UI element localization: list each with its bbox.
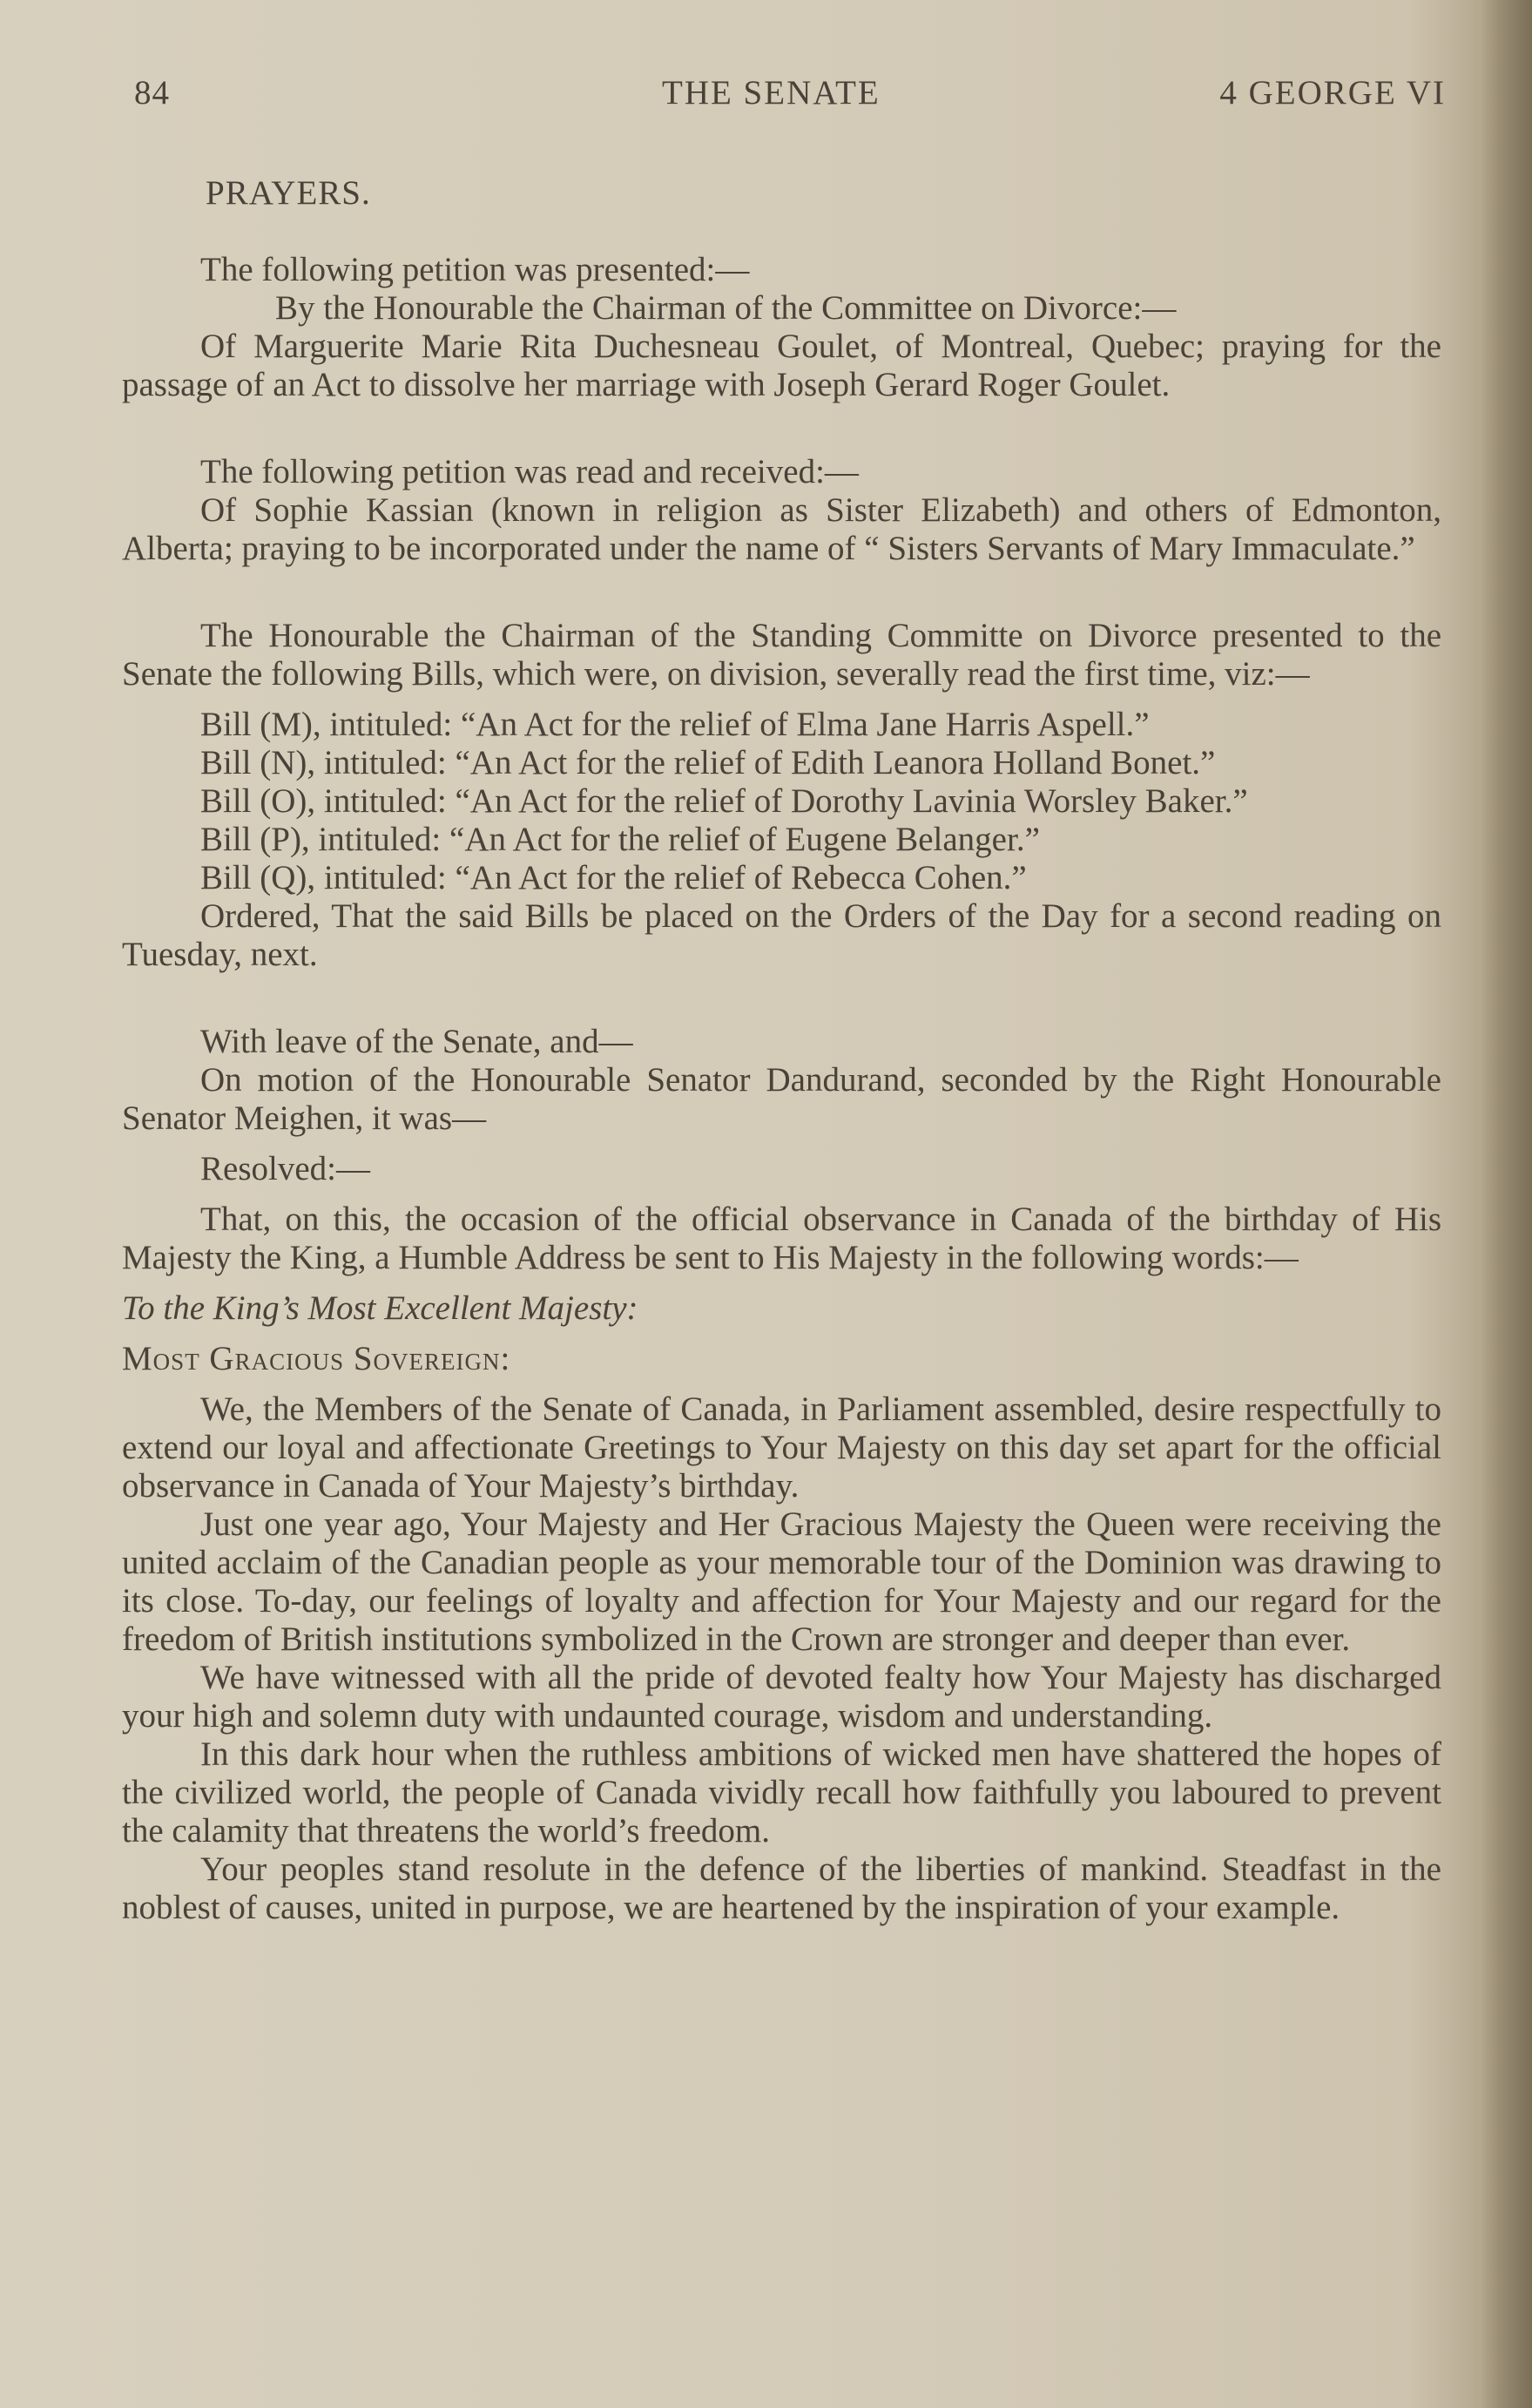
address-to: To the King’s Most Excellent Majesty: [122, 1289, 638, 1327]
bill-n: Bill (N), intituled: “An Act for the relief of Edith Leanora Holland Bonet.” [200, 744, 1216, 781]
petition-goulet: Of Marguerite Marie Rita Duchesneau Goulet, of Montreal, Quebec; praying for the passage of an Act to dissolve her marriage with Joseph Gerard Roger Goulet. [122, 328, 1441, 403]
resolved-paragraph: Resolved:— [200, 1150, 370, 1187]
address-paragraph: Your peoples stand resolute in the defence of the liberties of mankind. Steadfast in the noblest of causes, united in purpose, we are heartened by the inspiration of your example. [122, 1850, 1441, 1926]
ordered-paragraph: Ordered, That the said Bills be placed on the Orders of the Day for a second reading on Tuesday, next. [122, 897, 1441, 973]
section-heading-prayers: PRAYERS. [206, 174, 371, 212]
motion-paragraph: On motion of the Honourable Senator Dandurand, seconded by the Right Honourable Senator Meighen, it was— [122, 1061, 1441, 1137]
page-body [122, 174, 1441, 1927]
address-paragraph: We, the Members of the Senate of Canada, in Parliament assembled, desire respectfully to extend our loyal and affectionate Greetings to Your Majesty on this day set apart for the official observance in Canada of Your Majesty’s birthday. [122, 1390, 1441, 1505]
running-header [131, 73, 1446, 125]
bill-q: Bill (Q), intituled: “An Act for the relief of Rebecca Cohen.” [200, 859, 1027, 896]
bill-o: Bill (O), intituled: “An Act for the relief of Dorothy Lavinia Worsley Baker.” [200, 782, 1248, 820]
page-number: 84 [134, 74, 170, 112]
bill-p: Bill (P), intituled: “An Act for the relief of Eugene Belanger.” [200, 821, 1040, 858]
petition-presented-by: By the Honourable the Chairman of the Committee on Divorce:— [275, 289, 1177, 327]
petition-received-intro: The following petition was read and received:— [200, 453, 859, 490]
header-title: THE SENATE [662, 74, 881, 112]
petition-presented-intro: The following petition was presented:— [200, 251, 750, 288]
bills-intro: The Honourable the Chairman of the Standing Committe on Divorce presented to the Senate the following Bills, which were, on division, severally read the first time, viz:— [122, 617, 1441, 693]
header-reign: 4 GEORGE VI [1219, 74, 1446, 112]
address-paragraph: In this dark hour when the ruthless ambitions of wicked men have shattered the hopes of the civilized world, the people of Canada vividly recall how faithfully you laboured to prevent the calamity that threatens the world’s freedom. [122, 1735, 1441, 1850]
address-paragraph: Just one year ago, Your Majesty and Her Gracious Majesty the Queen were receiving the united acclaim of the Canadian people as your memorable tour of the Dominion was drawing to its close. To-day, our feelings of loyalty and affection for Your Majesty and our regard for the freedom of British institutions symbolized in the Crown are stronger and deeper than ever. [122, 1505, 1441, 1658]
page-gutter [1478, 0, 1532, 2408]
bill-m: Bill (M), intituled: “An Act for the relief of Elma Jane Harris Aspell.” [200, 706, 1150, 743]
address-salutation: Most Gracious Sovereign: [122, 1340, 511, 1377]
petition-kassian: Of Sophie Kassian (known in religion as Sister Elizabeth) and others of Edmonton, Alberta; praying to be incorporated under the name of “ Sisters Servants of Mary Immaculate.” [122, 491, 1441, 567]
leave-paragraph: With leave of the Senate, and— [200, 1023, 633, 1060]
that-paragraph: That, on this, the occasion of the official observance in Canada of the birthday of His Majesty the King, a Humble Address be sent to His Majesty in the following words:— [122, 1201, 1441, 1276]
address-paragraph: We have witnessed with all the pride of devoted fealty how Your Majesty has discharged your high and solemn duty with undaunted courage, wisdom and understanding. [122, 1659, 1441, 1735]
